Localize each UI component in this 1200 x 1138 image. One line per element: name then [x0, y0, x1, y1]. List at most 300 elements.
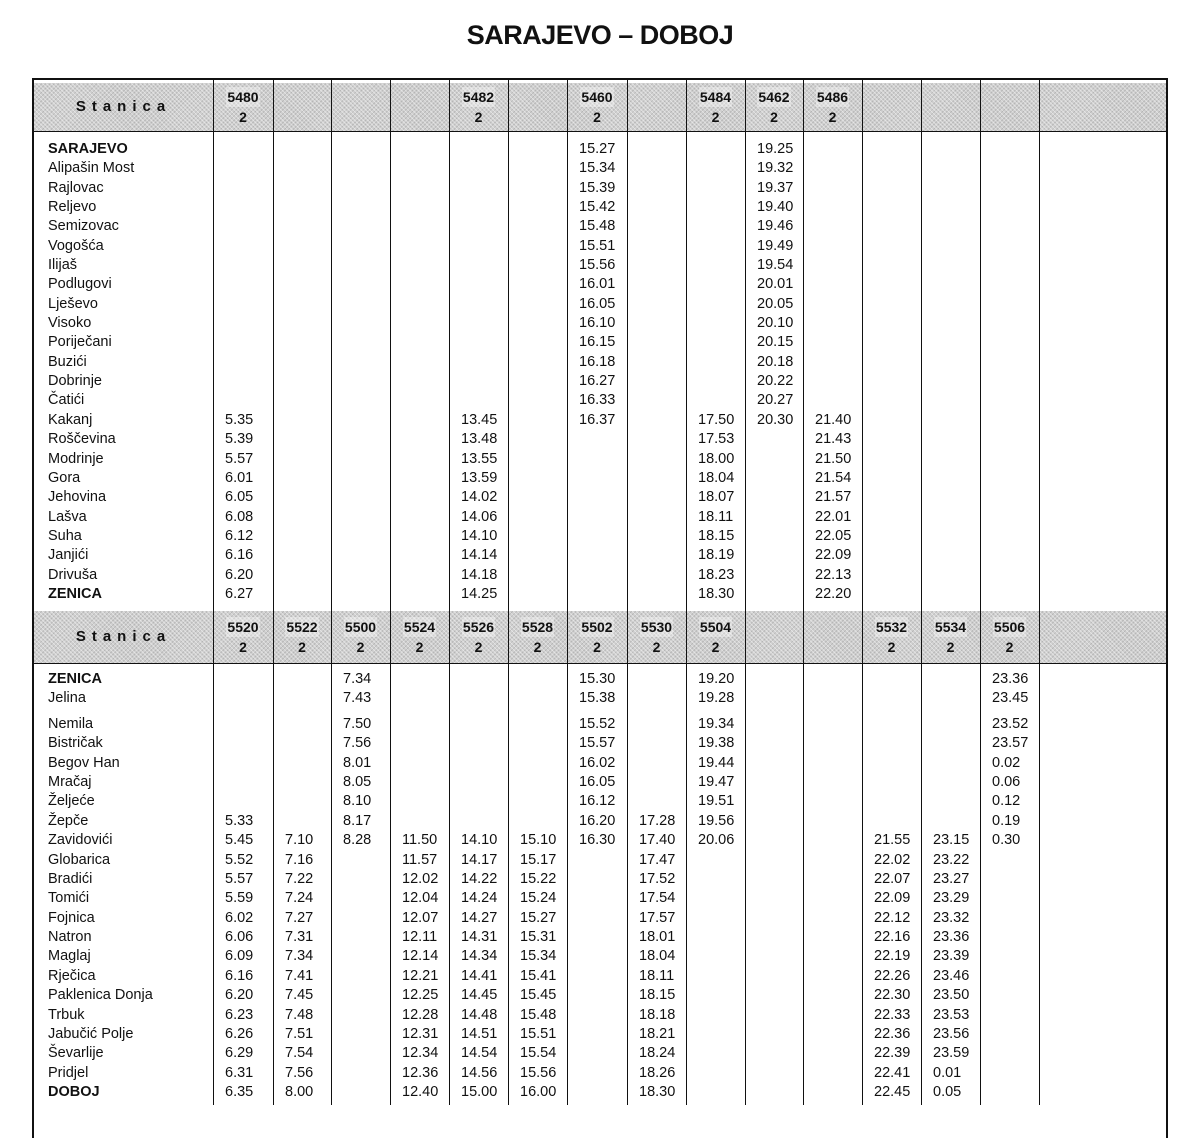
departure-time: 16.05 [579, 773, 616, 790]
departure-time [921, 792, 980, 811]
departure-time [745, 812, 803, 831]
departure-time: 19.20 [698, 671, 735, 687]
table-row [34, 1025, 1166, 1044]
departure-time: 20.05 [757, 295, 794, 312]
departure-time [980, 237, 1039, 256]
departure-time [980, 275, 1039, 294]
departure-time: 15.51 [520, 1026, 557, 1043]
departure-time [745, 1064, 803, 1083]
departure-time [331, 179, 390, 198]
departure-time [213, 256, 273, 275]
table-row [34, 314, 1166, 333]
departure-time [627, 734, 686, 753]
departure-time [686, 198, 745, 217]
departure-time [921, 715, 980, 734]
departure-time [862, 140, 921, 159]
table-row [34, 450, 1166, 469]
station-name: Rajlovac [48, 179, 104, 196]
departure-time: 22.02 [874, 851, 911, 868]
table-row [34, 237, 1166, 256]
departure-time: 14.54 [461, 1045, 498, 1062]
departure-time [1039, 566, 1099, 585]
departure-time: 7.43 [343, 690, 372, 707]
departure-time [331, 391, 390, 410]
departure-time [273, 450, 331, 469]
departure-time [508, 754, 567, 773]
departure-time [449, 689, 508, 708]
departure-time [980, 198, 1039, 217]
departure-time: 19.54 [757, 257, 794, 274]
departure-time: 15.34 [520, 948, 557, 965]
departure-time [921, 469, 980, 488]
departure-time [921, 411, 980, 430]
departure-time [1039, 851, 1099, 870]
departure-time: 20.22 [757, 373, 794, 390]
train-class: 2 [474, 109, 483, 125]
station-name: Ilijaš [48, 257, 78, 274]
train-class: 2 [711, 109, 720, 125]
departure-time [508, 237, 567, 256]
train-header [567, 611, 627, 663]
departure-time [803, 275, 862, 294]
table-row [34, 488, 1166, 507]
station-name: Modrinje [48, 450, 104, 467]
departure-time [627, 295, 686, 314]
departure-time: 23.53 [933, 1006, 970, 1023]
departure-time: 7.22 [285, 870, 314, 887]
departure-time [567, 546, 627, 565]
departure-time: 14.10 [461, 832, 498, 849]
departure-time: 15.51 [579, 237, 616, 254]
departure-time [1039, 372, 1099, 391]
departure-time [508, 217, 567, 236]
departure-time: 14.18 [461, 566, 498, 583]
departure-time: 14.22 [461, 870, 498, 887]
table-row [34, 391, 1166, 410]
section2-header [34, 611, 1166, 664]
departure-time: 15.48 [579, 218, 616, 235]
train-class: 2 [239, 639, 247, 655]
departure-time [1039, 754, 1099, 773]
departure-time [745, 754, 803, 773]
station-name: Jabučić Polje [48, 1026, 134, 1043]
station-name: Suha [48, 527, 82, 544]
departure-time [745, 889, 803, 908]
departure-time [449, 179, 508, 198]
departure-time: 5.35 [225, 411, 254, 428]
departure-time [627, 159, 686, 178]
departure-time [213, 391, 273, 410]
departure-time [980, 353, 1039, 372]
train-header [1039, 83, 1099, 131]
departure-time: 6.20 [225, 566, 254, 583]
train-header [862, 611, 921, 663]
departure-time [331, 314, 390, 333]
departure-time [390, 773, 449, 792]
train-header [449, 611, 508, 663]
departure-time [803, 715, 862, 734]
departure-time [980, 527, 1039, 546]
departure-time: 15.22 [520, 870, 557, 887]
departure-time [1039, 508, 1099, 527]
departure-time: 7.16 [285, 851, 314, 868]
station-name: ZENICA [48, 585, 102, 602]
departure-time: 22.36 [874, 1026, 911, 1043]
departure-time: 15.17 [520, 851, 557, 868]
departure-time: 17.40 [639, 832, 676, 849]
departure-time [567, 889, 627, 908]
departure-time: 23.45 [992, 690, 1029, 707]
departure-time: 7.27 [285, 909, 314, 926]
departure-time [508, 689, 567, 708]
departure-time [331, 508, 390, 527]
departure-time: 22.07 [874, 870, 911, 887]
departure-time [921, 450, 980, 469]
departure-time: 22.26 [874, 967, 911, 984]
departure-time: 0.19 [992, 812, 1021, 829]
departure-time [862, 546, 921, 565]
departure-time: 22.09 [815, 547, 852, 564]
departure-time [331, 947, 390, 966]
departure-time: 16.10 [579, 315, 616, 332]
departure-time: 22.16 [874, 929, 911, 946]
departure-time [273, 670, 331, 689]
departure-time: 14.41 [461, 967, 498, 984]
departure-time: 14.51 [461, 1026, 498, 1043]
train-header [331, 611, 390, 663]
departure-time [449, 333, 508, 352]
train-header [331, 83, 390, 131]
departure-time [803, 179, 862, 198]
departure-time [686, 986, 745, 1005]
departure-time [273, 754, 331, 773]
departure-time [803, 851, 862, 870]
departure-time [1039, 295, 1099, 314]
table-row [34, 411, 1166, 430]
departure-time [921, 275, 980, 294]
departure-time: 12.11 [402, 929, 438, 946]
departure-time [745, 670, 803, 689]
departure-time [862, 333, 921, 352]
station-name: Lašva [48, 508, 87, 525]
departure-time [273, 411, 331, 430]
departure-time [1039, 812, 1099, 831]
train-header [1039, 611, 1099, 663]
column-divider [273, 80, 274, 1105]
train-class: 2 [946, 639, 955, 655]
departure-time [1039, 391, 1099, 410]
departure-time [862, 179, 921, 198]
departure-time: 6.16 [225, 967, 254, 984]
departure-time [213, 237, 273, 256]
departure-time [213, 275, 273, 294]
table-row [34, 275, 1166, 294]
departure-time [921, 372, 980, 391]
departure-time [862, 237, 921, 256]
table-row [34, 670, 1166, 689]
departure-time [508, 527, 567, 546]
departure-time [449, 217, 508, 236]
departure-time [213, 773, 273, 792]
departure-time: 17.52 [639, 870, 676, 887]
departure-time [803, 372, 862, 391]
station-name: Reljevo [48, 199, 97, 216]
table-row [34, 1044, 1166, 1063]
departure-time [745, 909, 803, 928]
train-number: 5460 [581, 89, 613, 105]
departure-time: 23.46 [933, 967, 970, 984]
table-row [34, 812, 1166, 831]
page-title: SARAJEVO – DOBOJ [466, 20, 734, 50]
column-divider [745, 80, 746, 1105]
departure-time: 12.04 [402, 890, 439, 907]
departure-time [213, 670, 273, 689]
departure-time: 20.18 [757, 353, 794, 370]
column-divider [449, 80, 450, 1105]
departure-time [627, 237, 686, 256]
departure-time [921, 812, 980, 831]
departure-time [862, 469, 921, 488]
column-divider [803, 80, 804, 1105]
departure-time: 15.57 [579, 735, 616, 752]
departure-time: 16.02 [579, 754, 616, 771]
departure-time [921, 734, 980, 753]
departure-time [1039, 1064, 1099, 1083]
train-number: 5530 [640, 619, 673, 635]
station-name: Željeće [48, 793, 95, 810]
departure-time [213, 198, 273, 217]
departure-time [331, 566, 390, 585]
departure-time [921, 508, 980, 527]
departure-time [686, 237, 745, 256]
departure-time [627, 256, 686, 275]
departure-time [331, 1006, 390, 1025]
departure-time [980, 851, 1039, 870]
departure-time: 14.48 [461, 1006, 498, 1023]
departure-time [921, 585, 980, 604]
column-divider [686, 80, 687, 1105]
departure-time [921, 754, 980, 773]
departure-time: 19.37 [757, 179, 794, 196]
column-divider [213, 80, 214, 1105]
departure-time [567, 947, 627, 966]
departure-time [745, 928, 803, 947]
departure-time [686, 967, 745, 986]
departure-time [331, 967, 390, 986]
departure-time [273, 372, 331, 391]
table-row [34, 333, 1166, 352]
departure-time [1039, 488, 1099, 507]
departure-time [1039, 986, 1099, 1005]
departure-time [213, 754, 273, 773]
train-number: 5534 [934, 619, 967, 635]
departure-time: 23.27 [933, 870, 970, 887]
departure-time [273, 792, 331, 811]
station-name: Žepče [48, 812, 89, 829]
departure-time [508, 585, 567, 604]
station-name: Mračaj [48, 773, 92, 790]
departure-time [980, 1006, 1039, 1025]
departure-time [686, 217, 745, 236]
departure-time: 12.25 [402, 987, 439, 1004]
departure-time [331, 546, 390, 565]
departure-time [921, 314, 980, 333]
departure-time: 14.56 [461, 1064, 498, 1081]
departure-time [1039, 546, 1099, 565]
departure-time: 23.15 [933, 832, 970, 849]
departure-time [803, 812, 862, 831]
departure-time: 7.10 [285, 832, 314, 849]
station-name: Podlugovi [48, 276, 112, 293]
departure-time [449, 754, 508, 773]
departure-time: 7.54 [285, 1045, 314, 1062]
departure-time [273, 198, 331, 217]
departure-time: 17.28 [639, 812, 676, 829]
table-row [34, 217, 1166, 236]
departure-time [331, 237, 390, 256]
departure-time [390, 734, 449, 753]
train-header [745, 83, 803, 131]
train-class: 2 [887, 639, 896, 655]
departure-time: 7.41 [285, 967, 314, 984]
departure-time [803, 792, 862, 811]
departure-time: 23.56 [933, 1026, 970, 1043]
departure-time: 15.31 [520, 929, 557, 946]
departure-time [686, 275, 745, 294]
departure-time [390, 430, 449, 449]
departure-time: 8.10 [343, 793, 372, 810]
departure-time: 22.19 [874, 948, 911, 965]
table-row [34, 469, 1166, 488]
departure-time [390, 566, 449, 585]
departure-time: 18.00 [698, 450, 735, 467]
departure-time: 14.17 [461, 851, 498, 868]
table-row [34, 889, 1166, 908]
departure-time [1039, 773, 1099, 792]
departure-time [1039, 1044, 1099, 1063]
departure-time [390, 295, 449, 314]
departure-time [331, 928, 390, 947]
departure-time [1039, 689, 1099, 708]
departure-time [273, 527, 331, 546]
departure-time [213, 353, 273, 372]
table-row [34, 1064, 1166, 1083]
departure-time: 18.15 [698, 527, 735, 544]
departure-time [331, 159, 390, 178]
departure-time [627, 689, 686, 708]
table-row [34, 508, 1166, 527]
departure-time [862, 488, 921, 507]
departure-time [980, 1025, 1039, 1044]
departure-time: 21.55 [874, 832, 911, 849]
departure-time: 14.34 [461, 948, 498, 965]
departure-time [686, 1025, 745, 1044]
departure-time [686, 256, 745, 275]
departure-time [862, 527, 921, 546]
departure-time: 12.36 [402, 1064, 439, 1081]
departure-time: 15.24 [520, 890, 557, 907]
departure-time [803, 314, 862, 333]
train-number: 5524 [403, 619, 436, 635]
departure-time [862, 159, 921, 178]
departure-time [980, 889, 1039, 908]
departure-time [1039, 140, 1099, 159]
table-row [34, 851, 1166, 870]
train-number: 5532 [875, 619, 908, 635]
departure-time [980, 372, 1039, 391]
departure-time [745, 508, 803, 527]
departure-time [803, 870, 862, 889]
departure-time [331, 1025, 390, 1044]
station-name: Paklenica Donja [48, 987, 153, 1004]
departure-time: 15.34 [579, 160, 616, 177]
departure-time [745, 1044, 803, 1063]
train-class: 2 [711, 639, 720, 655]
departure-time [390, 333, 449, 352]
table-row [34, 430, 1166, 449]
departure-time [331, 295, 390, 314]
departure-time [390, 527, 449, 546]
station-name: Gora [48, 469, 81, 486]
departure-time [686, 179, 745, 198]
departure-time [745, 527, 803, 546]
departure-time [1039, 715, 1099, 734]
departure-time: 7.34 [343, 671, 372, 687]
departure-time [627, 411, 686, 430]
departure-time [803, 391, 862, 410]
departure-time [273, 689, 331, 708]
train-header [980, 611, 1039, 663]
departure-time: 19.32 [757, 160, 794, 177]
departure-time [803, 967, 862, 986]
departure-time [449, 670, 508, 689]
departure-time [1039, 831, 1099, 850]
departure-time: 22.09 [874, 890, 911, 907]
departure-time: 12.14 [402, 948, 439, 965]
departure-time: 6.29 [225, 1045, 254, 1062]
departure-time [803, 256, 862, 275]
departure-time [980, 411, 1039, 430]
departure-time [627, 773, 686, 792]
departure-time [921, 773, 980, 792]
departure-time: 19.47 [698, 773, 735, 790]
departure-time [745, 831, 803, 850]
train-class: 2 [770, 109, 778, 125]
departure-time [567, 909, 627, 928]
departure-time [390, 508, 449, 527]
departure-time: 5.57 [225, 870, 254, 887]
departure-time [390, 792, 449, 811]
departure-time [567, 430, 627, 449]
train-class: 2 [1005, 639, 1014, 655]
departure-time [1039, 353, 1099, 372]
table-row [34, 256, 1166, 275]
departure-time [686, 295, 745, 314]
departure-time: 15.30 [579, 671, 616, 687]
departure-time [567, 450, 627, 469]
departure-time [686, 851, 745, 870]
departure-time: 13.55 [461, 450, 498, 467]
departure-time [1039, 333, 1099, 352]
departure-time [273, 217, 331, 236]
departure-time: 7.24 [285, 890, 314, 907]
table-row [34, 715, 1166, 734]
departure-time [627, 670, 686, 689]
departure-time [213, 314, 273, 333]
departure-time: 7.45 [285, 987, 314, 1004]
departure-time [862, 754, 921, 773]
departure-time [567, 1064, 627, 1083]
